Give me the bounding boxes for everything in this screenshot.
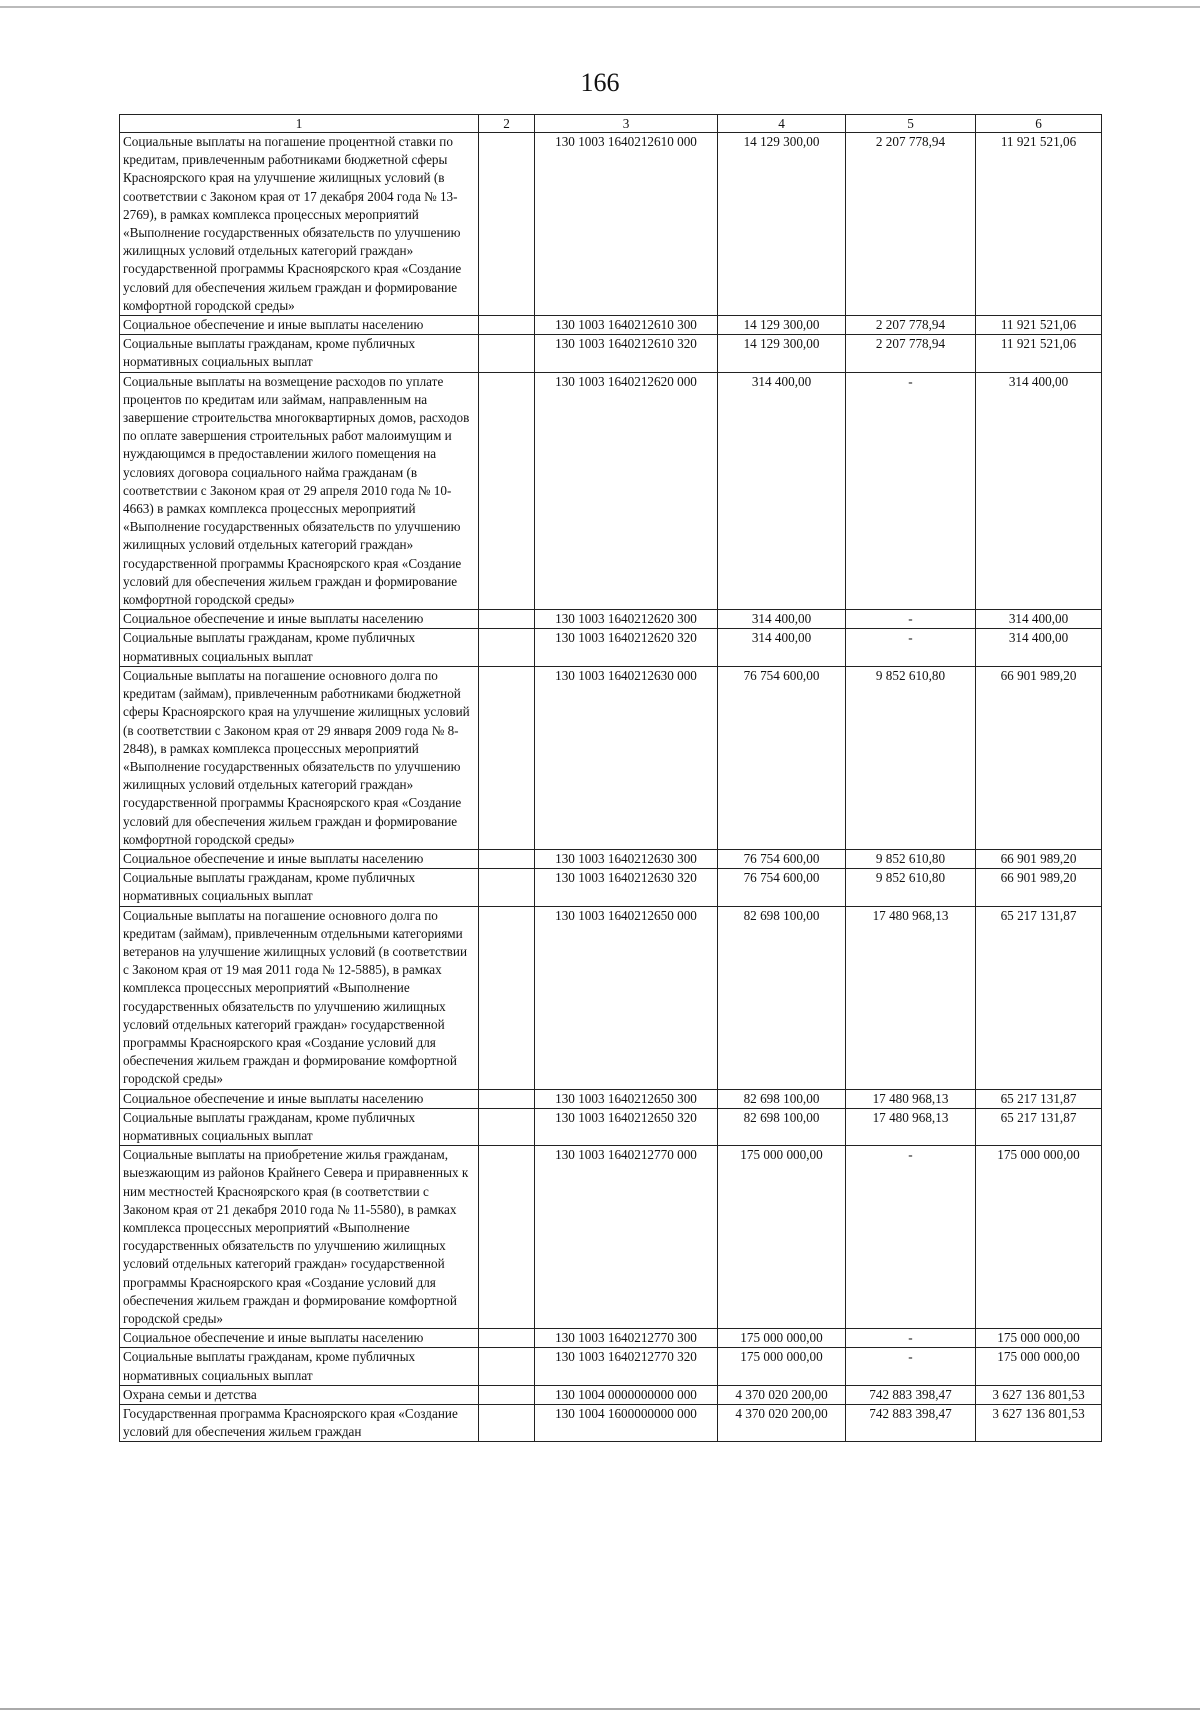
cell-col4: 4 370 020 200,00 (718, 1385, 846, 1404)
cell-col2 (479, 1146, 535, 1329)
table-row (120, 869, 1102, 906)
table-row (120, 610, 1102, 629)
cell-code: 130 1003 1640212630 000 (535, 666, 718, 849)
header-col-3: 3 (535, 115, 718, 133)
cell-code: 130 1003 1640212770 300 (535, 1329, 718, 1348)
cell-col6: 314 400,00 (976, 610, 1102, 629)
cell-col4: 175 000 000,00 (718, 1146, 846, 1329)
cell-code: 130 1003 1640212620 000 (535, 372, 718, 610)
cell-col4: 82 698 100,00 (718, 1089, 846, 1108)
cell-col2 (479, 906, 535, 1089)
cell-name: Социальные выплаты гражданам, кроме публичных нормативных социальных выплат (120, 1108, 479, 1145)
header-col-6: 6 (976, 115, 1102, 133)
cell-col5: - (846, 1329, 976, 1348)
page-number: 166 (580, 68, 620, 97)
scan-edge-top (0, 6, 1200, 8)
cell-col2 (479, 1385, 535, 1404)
cell-col4: 76 754 600,00 (718, 849, 846, 868)
cell-name: Социальные выплаты на приобретение жилья гражданам, выезжающим из районов Крайнего Севера и приравненных к ним местностей Красноярского края (в соответствии с Законом края от 21 декабря 2010 года № 11-5580), в рамках комплекса процессных мероприятий «Выполнение государственных обязательств по улучшению жилищных условий отдельных категорий граждан» государственной программы Красноярского края «Создание условий для обеспечения жильем граждан и формирование комфортной городской среды» (120, 1146, 479, 1329)
cell-col6: 66 901 989,20 (976, 849, 1102, 868)
table-row (120, 666, 1102, 849)
cell-code: 130 1003 1640212610 320 (535, 335, 718, 372)
cell-col6: 314 400,00 (976, 372, 1102, 610)
cell-col6: 11 921 521,06 (976, 133, 1102, 316)
table-header (120, 115, 1102, 133)
cell-col4: 82 698 100,00 (718, 906, 846, 1089)
cell-col5: 2 207 778,94 (846, 316, 976, 335)
budget-table (119, 114, 1102, 1442)
cell-col6: 3 627 136 801,53 (976, 1405, 1102, 1442)
cell-col5: - (846, 629, 976, 666)
cell-col4: 14 129 300,00 (718, 316, 846, 335)
table-row (120, 1146, 1102, 1329)
cell-col2 (479, 372, 535, 610)
table-row (120, 335, 1102, 372)
cell-col5: 742 883 398,47 (846, 1385, 976, 1404)
cell-col5: 9 852 610,80 (846, 869, 976, 906)
cell-col6: 65 217 131,87 (976, 1089, 1102, 1108)
table-row (120, 1348, 1102, 1385)
cell-name: Социальные выплаты на погашение основного долга по кредитам (займам), привлеченным отдельными категориями ветеранов на улучшение жилищных условий (в соответствии с Законом края от 19 мая 2011 года № 12-5885), в рамках комплекса процессных мероприятий «Выполнение государственных обязательств по улучшению жилищных условий отдельных категорий граждан» государственной программы Красноярского края «Создание условий для обеспечения жильем граждан и формирование комфортной городской среды» (120, 906, 479, 1089)
cell-col5: - (846, 372, 976, 610)
cell-col6: 66 901 989,20 (976, 666, 1102, 849)
cell-code: 130 1004 0000000000 000 (535, 1385, 718, 1404)
cell-code: 130 1003 1640212610 000 (535, 133, 718, 316)
cell-col4: 14 129 300,00 (718, 335, 846, 372)
cell-col6: 66 901 989,20 (976, 869, 1102, 906)
cell-col5: 17 480 968,13 (846, 1108, 976, 1145)
table-row (120, 1385, 1102, 1404)
cell-code: 130 1003 1640212610 300 (535, 316, 718, 335)
cell-col2 (479, 849, 535, 868)
table-row (120, 316, 1102, 335)
header-col-4: 4 (718, 115, 846, 133)
cell-col5: 2 207 778,94 (846, 335, 976, 372)
table-row (120, 1108, 1102, 1145)
cell-name: Социальные выплаты на погашение процентной ставки по кредитам, привлеченным работниками бюджетной сферы Красноярского края на улучшение жилищных условий (в соответствии с Законом края от 17 декабря 2004 года № 13-2769), в рамках комплекса процессных мероприятий «Выполнение государственных обязательств по улучшению жилищных условий отдельных категорий граждан» государственной программы Красноярского края «Создание условий для обеспечения жильем граждан и формирование комфортной городской среды» (120, 133, 479, 316)
cell-name: Социальные выплаты гражданам, кроме публичных нормативных социальных выплат (120, 335, 479, 372)
cell-col6: 11 921 521,06 (976, 316, 1102, 335)
cell-col4: 82 698 100,00 (718, 1108, 846, 1145)
cell-col5: 9 852 610,80 (846, 666, 976, 849)
cell-col4: 76 754 600,00 (718, 869, 846, 906)
cell-col2 (479, 869, 535, 906)
cell-col2 (479, 610, 535, 629)
cell-col2 (479, 316, 535, 335)
cell-name: Охрана семьи и детства (120, 1385, 479, 1404)
cell-name: Социальное обеспечение и иные выплаты населению (120, 610, 479, 629)
cell-col4: 14 129 300,00 (718, 133, 846, 316)
cell-code: 130 1003 1640212630 300 (535, 849, 718, 868)
cell-col6: 175 000 000,00 (976, 1146, 1102, 1329)
cell-col5: 2 207 778,94 (846, 133, 976, 316)
cell-col6: 175 000 000,00 (976, 1348, 1102, 1385)
table-row (120, 372, 1102, 610)
cell-name: Социальное обеспечение и иные выплаты населению (120, 1089, 479, 1108)
cell-code: 130 1003 1640212650 000 (535, 906, 718, 1089)
cell-col2 (479, 666, 535, 849)
table-body (120, 133, 1102, 1442)
header-col-1: 1 (120, 115, 479, 133)
cell-col5: 17 480 968,13 (846, 906, 976, 1089)
cell-code: 130 1003 1640212650 320 (535, 1108, 718, 1145)
table-row (120, 849, 1102, 868)
cell-col2 (479, 1348, 535, 1385)
cell-col4: 175 000 000,00 (718, 1348, 846, 1385)
cell-code: 130 1003 1640212630 320 (535, 869, 718, 906)
cell-col6: 3 627 136 801,53 (976, 1385, 1102, 1404)
cell-code: 130 1004 1600000000 000 (535, 1405, 718, 1442)
scan-edge-bottom (0, 1708, 1200, 1710)
cell-code: 130 1003 1640212650 300 (535, 1089, 718, 1108)
cell-col6: 175 000 000,00 (976, 1329, 1102, 1348)
cell-col4: 4 370 020 200,00 (718, 1405, 846, 1442)
cell-name: Социальное обеспечение и иные выплаты населению (120, 1329, 479, 1348)
cell-col6: 65 217 131,87 (976, 906, 1102, 1089)
cell-code: 130 1003 1640212620 320 (535, 629, 718, 666)
cell-col4: 314 400,00 (718, 629, 846, 666)
cell-col4: 314 400,00 (718, 372, 846, 610)
table-row (120, 133, 1102, 316)
cell-col4: 314 400,00 (718, 610, 846, 629)
cell-col6: 65 217 131,87 (976, 1108, 1102, 1145)
cell-col6: 11 921 521,06 (976, 335, 1102, 372)
table-row (120, 1329, 1102, 1348)
cell-name: Социальное обеспечение и иные выплаты населению (120, 849, 479, 868)
cell-col2 (479, 1108, 535, 1145)
cell-col2 (479, 629, 535, 666)
cell-code: 130 1003 1640212620 300 (535, 610, 718, 629)
cell-col4: 76 754 600,00 (718, 666, 846, 849)
table-row (120, 629, 1102, 666)
cell-col2 (479, 1405, 535, 1442)
cell-col5: - (846, 1348, 976, 1385)
cell-code: 130 1003 1640212770 320 (535, 1348, 718, 1385)
cell-name: Социальные выплаты на погашение основного долга по кредитам (займам), привлеченным работниками бюджетной сферы Красноярского края на улучшение жилищных условий (в соответствии с Законом края от 29 января 2009 года № 8-2848), в рамках комплекса процессных мероприятий «Выполнение государственных обязательств по улучшению жилищных условий отдельных категорий граждан» государственной программы Красноярского края «Создание условий для обеспечения жильем граждан и формирование комфортной городской среды» (120, 666, 479, 849)
cell-col5: 9 852 610,80 (846, 849, 976, 868)
header-row (120, 115, 1102, 133)
table-row (120, 1089, 1102, 1108)
cell-col6: 314 400,00 (976, 629, 1102, 666)
cell-name: Социальные выплаты гражданам, кроме публичных нормативных социальных выплат (120, 869, 479, 906)
cell-code: 130 1003 1640212770 000 (535, 1146, 718, 1329)
cell-col2 (479, 335, 535, 372)
cell-name: Социальное обеспечение и иные выплаты населению (120, 316, 479, 335)
header-col-2: 2 (479, 115, 535, 133)
cell-name: Социальные выплаты гражданам, кроме публичных нормативных социальных выплат (120, 1348, 479, 1385)
cell-col2 (479, 1329, 535, 1348)
table-row (120, 1405, 1102, 1442)
cell-name: Социальные выплаты гражданам, кроме публичных нормативных социальных выплат (120, 629, 479, 666)
cell-col2 (479, 133, 535, 316)
table-row (120, 906, 1102, 1089)
cell-col2 (479, 1089, 535, 1108)
cell-name: Государственная программа Красноярского края «Создание условий для обеспечения жильем граждан (120, 1405, 479, 1442)
cell-col5: 742 883 398,47 (846, 1405, 976, 1442)
cell-col4: 175 000 000,00 (718, 1329, 846, 1348)
cell-col5: - (846, 1146, 976, 1329)
cell-col5: - (846, 610, 976, 629)
cell-col5: 17 480 968,13 (846, 1089, 976, 1108)
cell-name: Социальные выплаты на возмещение расходов по уплате процентов по кредитам или займам, направленным на завершение строительства многоквартирных домов, расходов по оплате завершения строительных работ малоимущим и нуждающимся в предоставлении жилого помещения на условиях договора социального найма гражданам (в соответствии с Законом края от 29 апреля 2010 года № 10-4663) в рамках комплекса процессных мероприятий «Выполнение государственных обязательств по улучшению жилищных условий отдельных категорий граждан» государственной программы Красноярского края «Создание условий для обеспечения жильем граждан и формирование комфортной городской среды» (120, 372, 479, 610)
header-col-5: 5 (846, 115, 976, 133)
